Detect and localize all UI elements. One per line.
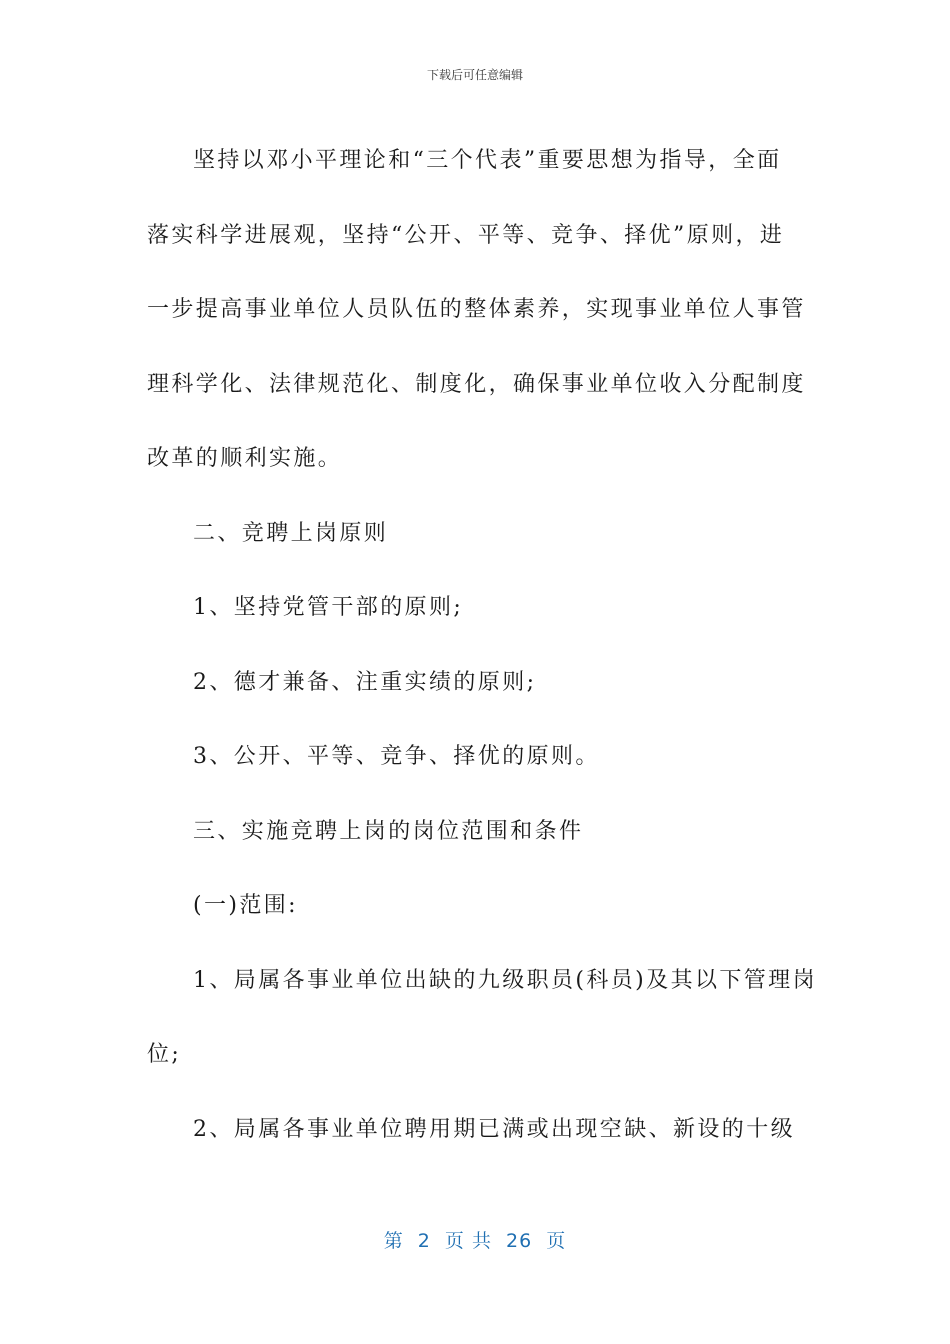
- list-item: 1、局属各事业单位出缺的九级职员(科员)及其以下管理岗: [193, 967, 817, 993]
- document-body: [147, 124, 817, 1167]
- page-number: 第 2 页 共 26 页: [383, 1230, 567, 1252]
- list-item: 2、德才兼备、注重实绩的原则;: [193, 669, 537, 695]
- page-header: 下载后可任意编辑: [426, 68, 523, 82]
- list-item: 3、公开、平等、竞争、择优的原则。: [193, 744, 600, 769]
- list-item: 2、局属各事业单位聘用期已满或出现空缺、新设的十级: [193, 1116, 795, 1142]
- paragraph-line: 坚持以邓小平理论和“三个代表”重要思想为指导，全面: [193, 148, 782, 173]
- subsection-heading: (一)范围:: [193, 893, 298, 918]
- section-heading: 二、竞聘上岗原则: [193, 520, 389, 546]
- paragraph-line: 位;: [147, 1042, 182, 1067]
- section-heading: 三、实施竞聘上岗的岗位范围和条件: [193, 818, 584, 844]
- paragraph-line: 一步提高事业单位人员队伍的整体素养，实现事业单位人事管: [147, 297, 806, 322]
- paragraph-line: 落实科学进展观，坚持“公开、平等、竞争、择优”原则，进: [147, 222, 785, 248]
- paragraph-line: 理科学化、法律规范化、制度化，确保事业单位收入分配制度: [147, 371, 806, 397]
- paragraph-line: 改革的顺利实施。: [147, 446, 343, 471]
- list-item: 1、坚持党管干部的原则;: [193, 595, 464, 620]
